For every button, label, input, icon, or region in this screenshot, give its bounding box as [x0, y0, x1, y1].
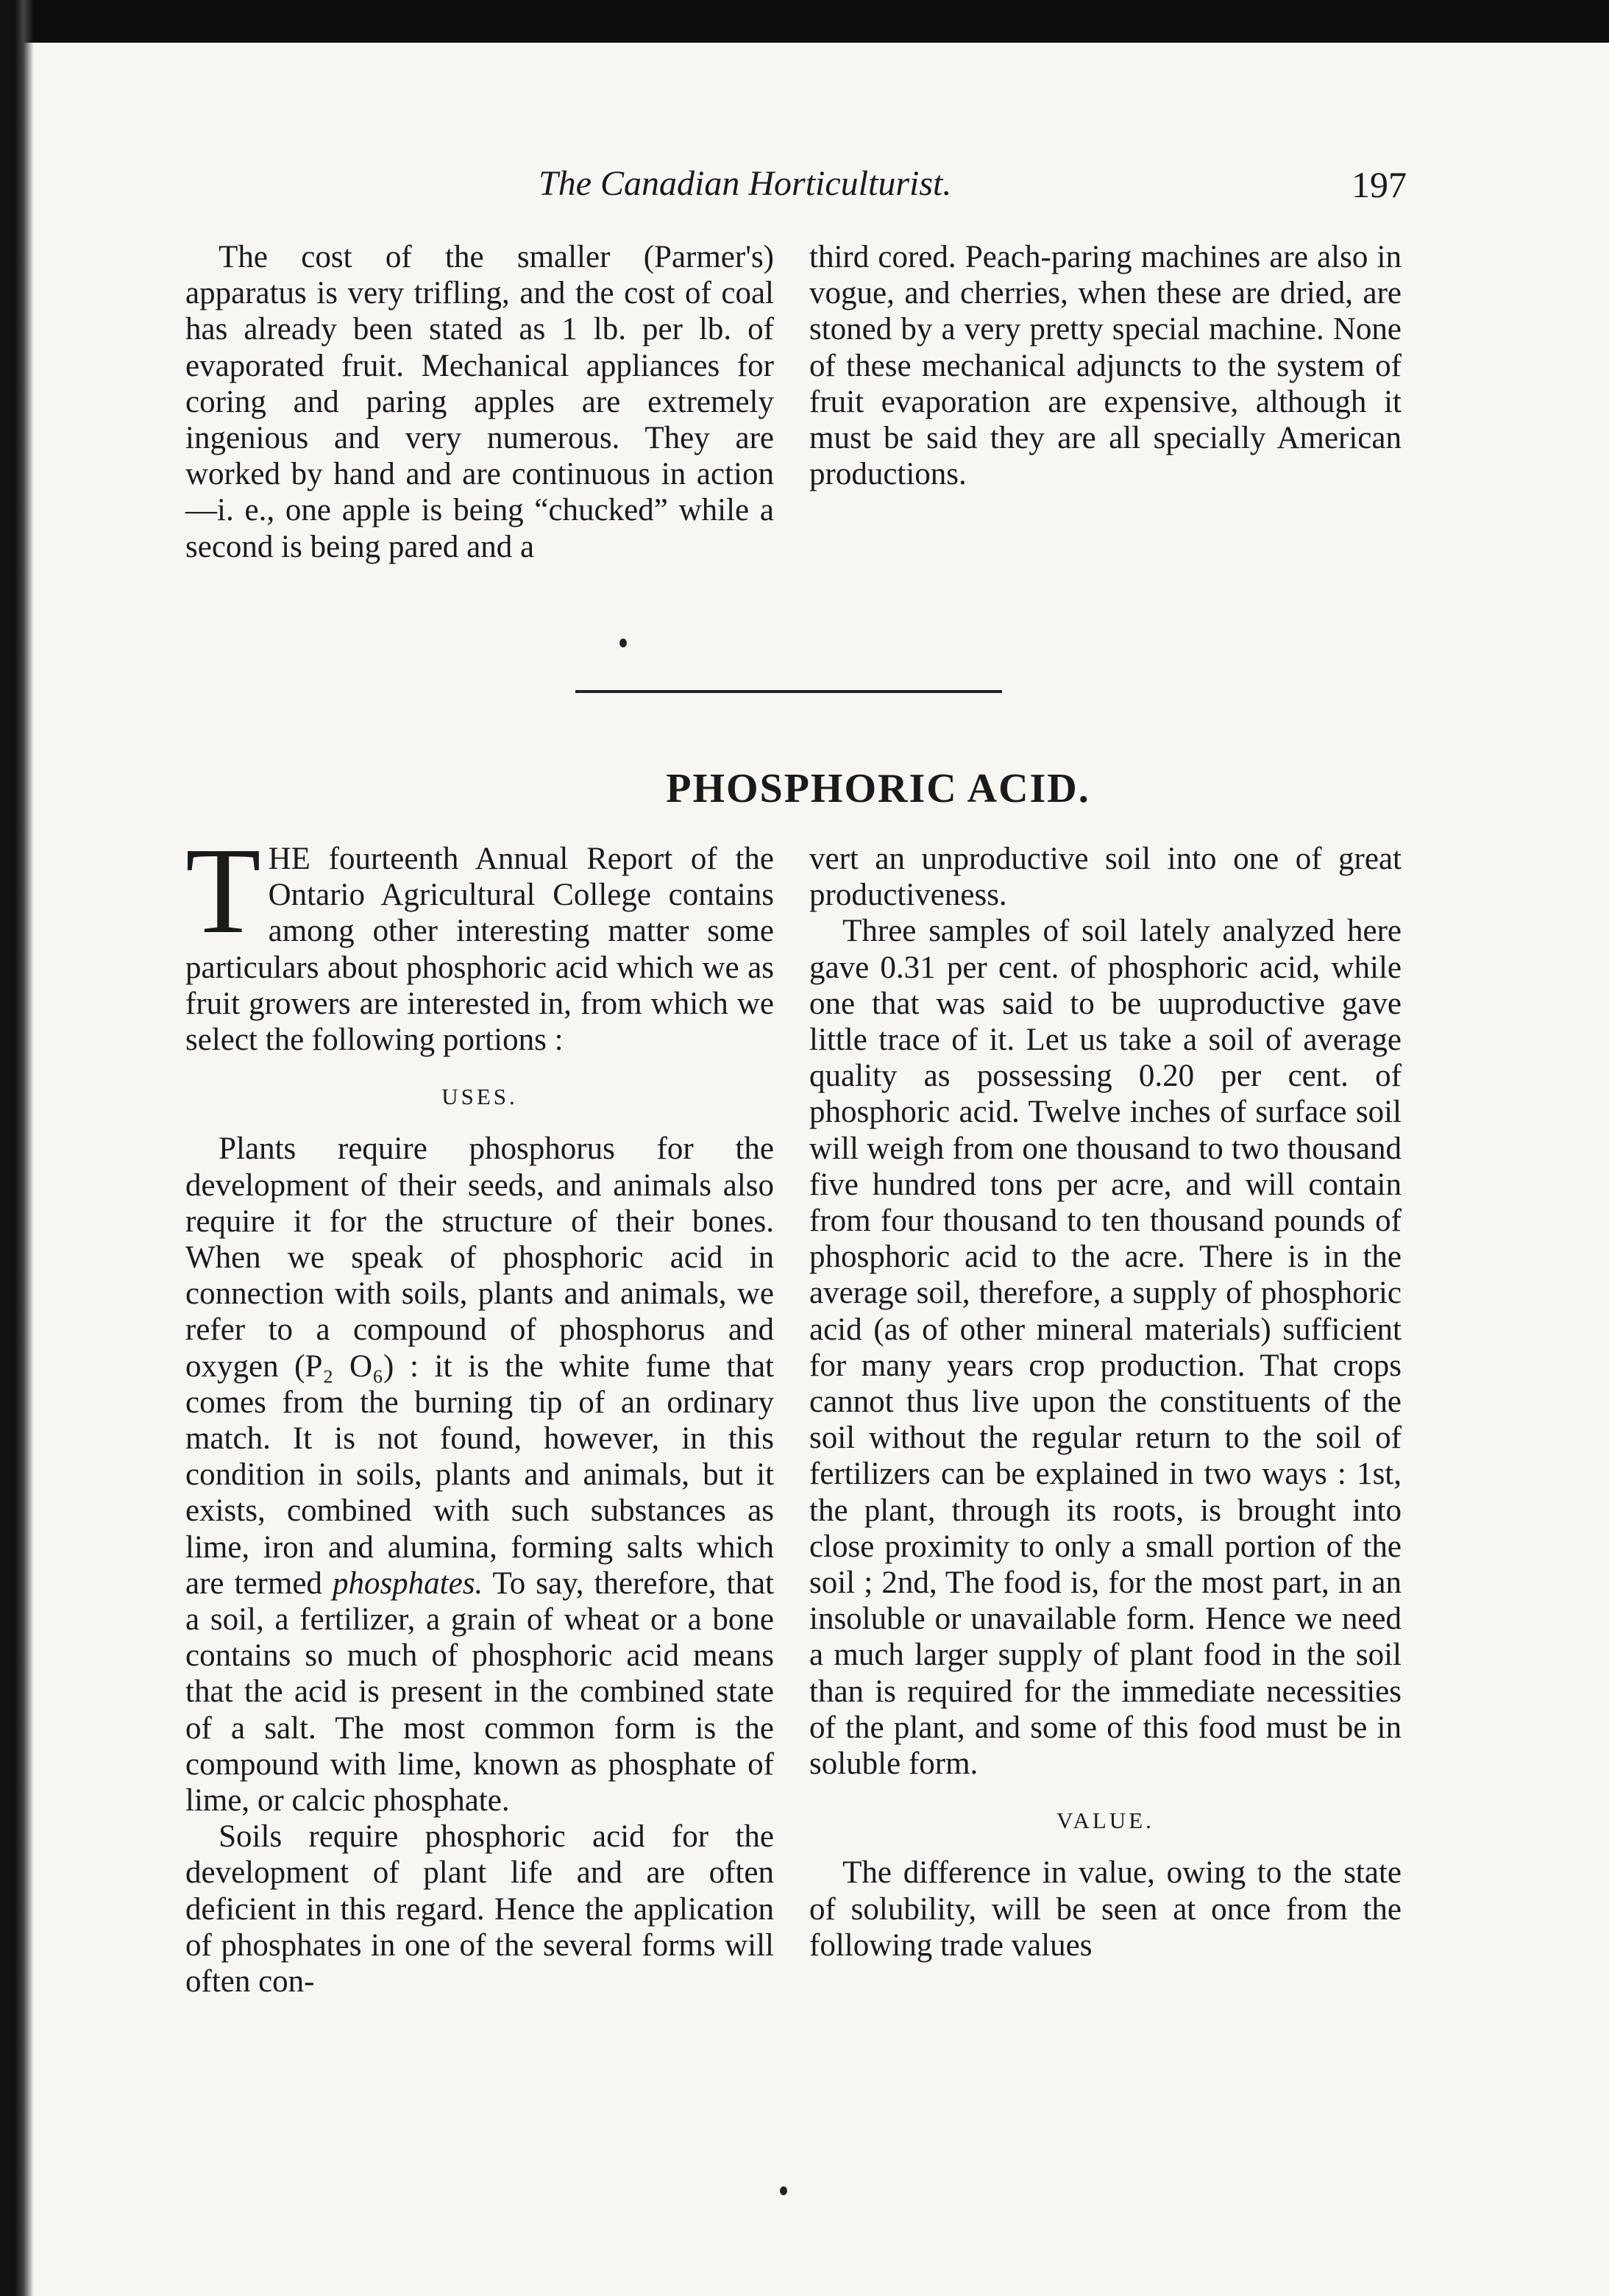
drop-cap: T	[185, 822, 261, 959]
article-left-column	[185, 822, 775, 2000]
paragraph: The cost of the smaller (Parmer's) apparatus is very trifling, and the cost of coal has already been stated as 1 lb. per lb. of evaporated fruit. Mechanical appliances for coring and paring apples are extremely ingenious and very numerous. They are worked by hand and are continuous in action —i. e., one apple is being “chucked” while a second is being pared and a	[185, 240, 774, 564]
intro-paragraph	[185, 822, 774, 1058]
paragraph: vert an unproductive soil into one of great productiveness.	[809, 842, 1402, 913]
article-right-column	[809, 841, 1402, 1963]
subhead-value: VALUE.	[1056, 1808, 1154, 1834]
subhead-uses: USES.	[441, 1084, 518, 1110]
page-number: 197	[1352, 164, 1407, 205]
scan-border-top	[0, 0, 1609, 43]
ink-dot	[780, 2186, 787, 2195]
paragraph: Three samples of soil lately analyzed here gave 0.31 per cent. of phosphoric acid, while one that was said to be uuproductive gave little trace of it. Let us take a soil of average quality as possessing 0.20 per cent. of phosphoric acid. Twelve inches of surface soil will weigh from one thousand to two thousand five hundred tons per acre, and will contain from four thousand to ten thousand pounds of phosphoric acid to the acre. There is in the average soil, therefore, a supply of phosphoric acid (as of other mineral materials) sufficient for many years crop production. That crops cannot thus live upon the constituents of the soil without the regular return to the soil of fertilizers can be explained in two ways : 1st, the plant, through its roots, is brought into close proximity to only a small portion of the soil ; 2nd, The food is, for the most part, in an insoluble or unavailable form. Hence we need a much larger supply of plant food in the soil than is required for the immediate necessities of the plant, and some of this food must be in soluble form.	[809, 914, 1402, 1782]
uses-paragraph-2: Soils require phosphoric acid for the development of plant life and are often deficient in this regard. Hence the application of phosphates in one of the several forms will often con-	[185, 1819, 774, 2000]
section-divider	[575, 690, 1002, 693]
scan-border-left	[0, 0, 34, 2296]
italic-term: phosphates.	[332, 1565, 483, 1601]
ink-dot	[619, 639, 627, 647]
running-title: The Canadian Horticulturist.	[539, 164, 952, 203]
intro-text: HE fourteenth Annual Report of the Ontario Agricultural College contains among other interesting matter some particulars about phosphoric acid which we as fruit growers are interested in, from which we select the following portions :	[185, 842, 774, 1058]
value-paragraph: The difference in value, owing to the state of solubility, will be seen at once from the following trade values	[809, 1855, 1402, 1963]
preceding-article-right-column	[809, 239, 1402, 492]
preceding-article-left-column	[185, 239, 774, 565]
page-header	[185, 163, 1407, 215]
article-title: PHOSPHORIC ACID.	[666, 766, 1090, 811]
paragraph: third cored. Peach-paring machines are also in vogue, and cherries, when these are dried, are stoned by a very pretty special machine. None of these mechanical adjuncts to the system of fruit evaporation are expensive, although it must be said they are all specially American productions.	[809, 240, 1402, 492]
uses-paragraph-1: Plants require phosphorus for the development of their seeds, and animals also require it for the structure of their bones. When we speak of phosphoric acid in connection with soils, plants and animals, we refer to a compound of phosphorus and oxygen (P₂ O₆) : it is the white fume that comes from the burning tip of an ordinary match. It is not found, however, in this condition in soils, plants and animals, but it exists, combined with such substances as lime, iron and alumina, forming salts which are termed phosphates. To say, therefore, that a soil, a fertilizer, a grain of wheat or a bone contains so much of phosphoric acid means that the acid is present in the combined state of a salt. The most common form is the compound with lime, known as phosphate of lime, or calcic phosphate.	[185, 1131, 775, 1819]
